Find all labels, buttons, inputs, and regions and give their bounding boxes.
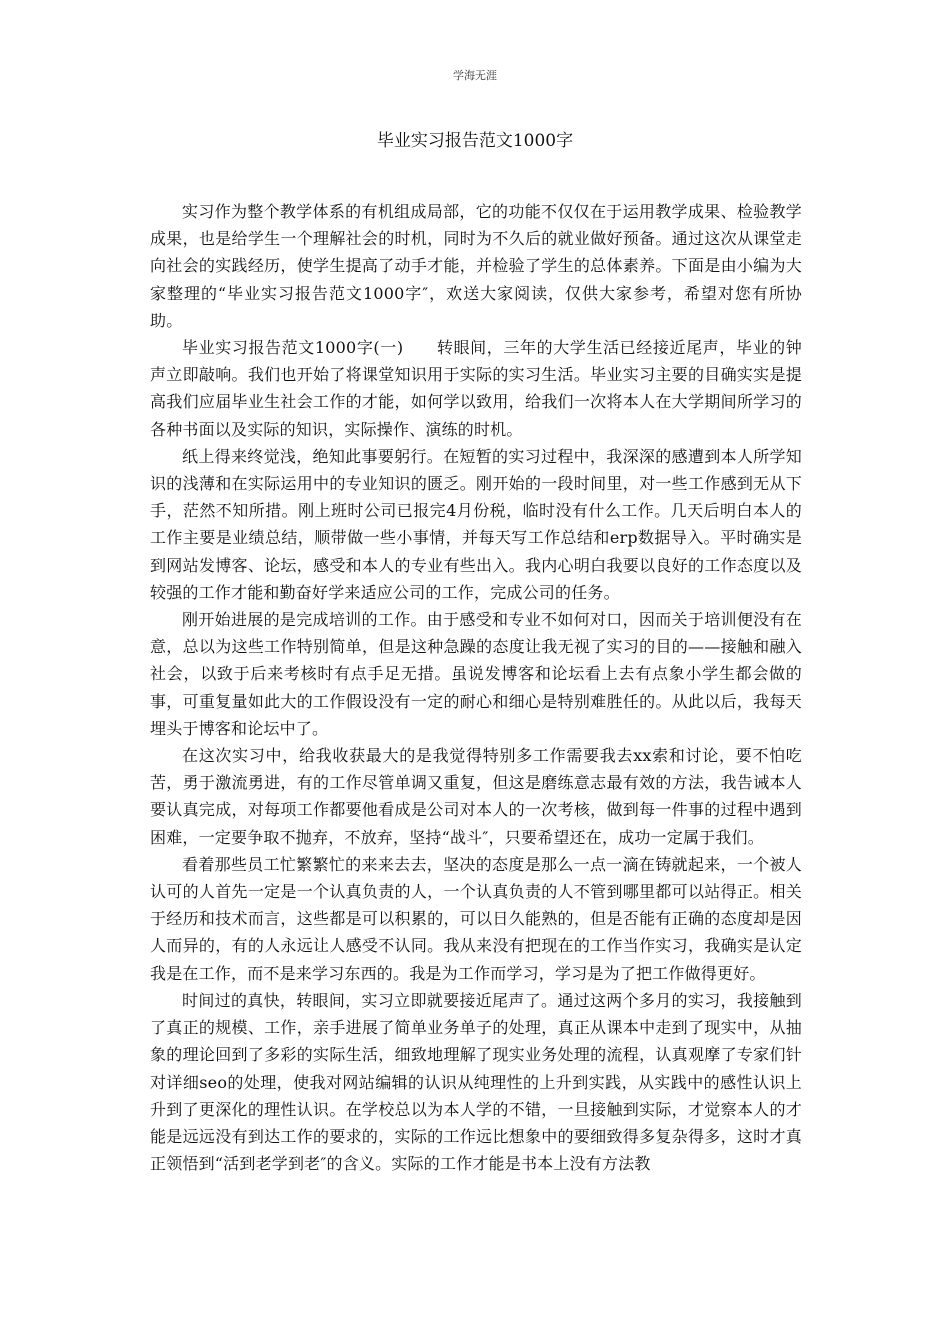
page-header: 学海无涯 (453, 69, 497, 82)
paragraph: 看着那些员工忙繁繁忙的来来去去，坚决的态度是那么一点一滴在铸就起来，一个被人认可的人首先一定是一个认真负责的人，一个认真负责的人不管到哪里都可以站得正。相关于经历和技术而言，这些都是可以积累的，可以日久能熟的，但是否能有正确的态度却是因人而异的，有的人永远让人感受不认同。我从来没有把现在的工作当作实习，我确实是认定我是在工作，而不是来学习东西的。我是为工作而学习，学习是为了把工作做得更好。 (150, 854, 802, 983)
paragraph: 实习作为整个教学体系的有机组成局部，它的功能不仅仅在于运用教学成果、检验教学成果，也是给学生一个理解社会的时机，同时为不久后的就业做好预备。通过这次从课堂走向社会的实践经历，使学生提高了动手才能，并检验了学生的总体素养。下面是由小编为大家整理的“毕业实习报告范文1000字″，欢送大家阅读，仅供大家参考，希望对您有所协助。 (150, 202, 802, 330)
document-title: 毕业实习报告范文1000字 (376, 131, 574, 151)
paragraph: 时间过的真快，转眼间，实习立即就要接近尾声了。通过这两个多月的实习，我接触到了真正的规模、工作，亲手进展了简单业务单子的处理，真正从课本中走到了现实中，从抽象的理论回到了多彩的实际生活，细致地理解了现实业务处理的流程，认真观摩了专家们针对详细seo的处理，使我对网站编辑的认识从纯理性的上升到实践，从实践中的感性认识上升到了更深化的理性认识。在学校总以为本人学的不错，一旦接触到实际，才觉察本人的才能是远远没有到达工作的要求的，实际的工作远比想象中的要细致得多复杂得多，这时才真正领悟到“活到老学到老″的含义。实际的工作才能是书本上没有方法教 (150, 990, 802, 1174)
paragraph: 刚开始进展的是完成培训的工作。由于感受和专业不如何对口，因而关于培训便没有在意，总以为这些工作特别简单，但是这种急躁的态度让我无视了实习的目的——接触和融入社会，以致于后来考核时有点手足无措。虽说发博客和论坛看上去有点象小学生都会做的事，可重复量如此大的工作假设没有一定的耐心和细心是特别难胜任的。从此以后，我每天埋头于博客和论坛中了。 (150, 610, 802, 738)
paragraph: 毕业实习报告范文1000字(一) 转眼间，三年的大学生活已经接近尾声，毕业的钟声立即敲响。我们也开始了将课堂知识用于实际的实习生活。毕业实习主要的目确实实是提高我们应届毕业生社会工作的才能，如何学以致用，给我们一次将本人在大学期间所学习的各种书面以及实际的知识，实际操作、演练的时机。 (150, 338, 802, 439)
document-body (150, 198, 802, 1177)
paragraph: 纸上得来终觉浅，绝知此事要躬行。在短暂的实习过程中，我深深的感遭到本人所学知识的浅薄和在实际运用中的专业知识的匮乏。刚开始的一段时间里，对一些工作感到无从下手，茫然不知所措。刚上班时公司已报完4月份税，临时没有什么工作。几天后明白本人的工作主要是业绩总结，顺带做一些小事情，并每天写工作总结和erp数据导入。平时确实是到网站发博客、论坛，感受和本人的专业有些出入。我内心明白我要以良好的工作态度以及较强的工作才能和勤奋好学来适应公司的工作，完成公司的任务。 (150, 446, 802, 602)
paragraph: 在这次实习中，给我收获最大的是我觉得特别多工作需要我去xx索和讨论，要不怕吃苦，勇于激流勇进，有的工作尽管单调又重复，但这是磨练意志最有效的方法，我告诫本人要认真完成，对每项工作都要他看成是公司对本人的一次考核，做到每一件事的过程中遇到困难，一定要争取不抛弃，不放弃，坚持“战斗″，只要希望还在，成功一定属于我们。 (150, 746, 802, 847)
